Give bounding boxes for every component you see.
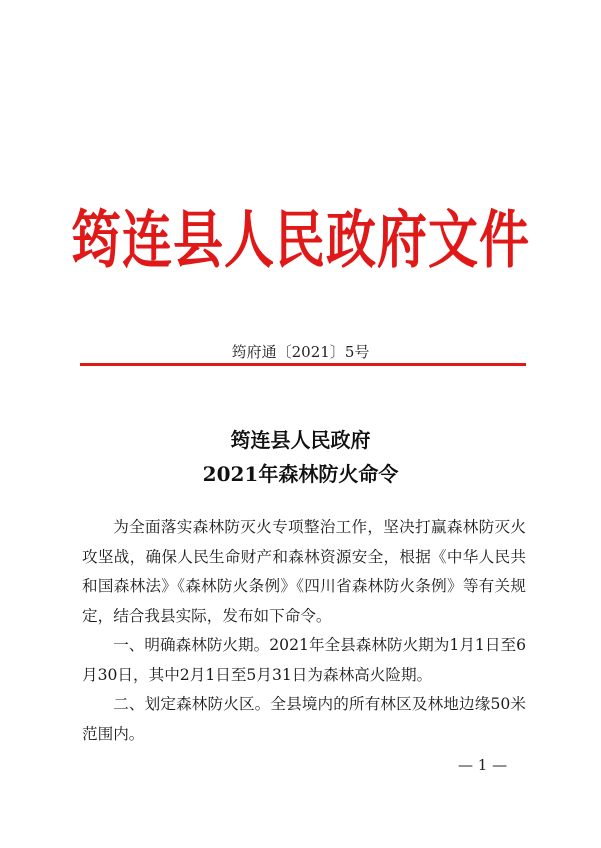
document-title-line1: 筠连县人民政府 <box>230 428 371 452</box>
document-number: 筠府通〔2021〕5号 <box>231 343 370 361</box>
page-number: — 1 — <box>458 756 508 774</box>
paragraph-intro: 为全面落实森林防灭火专项整治工作，坚决打赢森林防灭火攻坚战，确保人民生命财产和森林资源安全，根据《中华人民共和国森林法》《森林防火条例》《四川省森林防火条例》等有关规定，结合我县实际，发布如下命令。 <box>82 518 526 625</box>
document-title-line2: 2021年森林防火命令 <box>202 462 399 486</box>
paragraph-fire-period: 一、明确森林防火期。2021年全县森林防火期为1月1日至6月30日，其中2月1日至5月31日为森林高火险期。 <box>82 636 526 684</box>
paragraph-fire-zone: 二、划定森林防火区。全县境内的所有林区及林地边缘50米范围内。 <box>82 695 526 743</box>
masthead-title: 筠连县人民政府文件 <box>71 202 530 277</box>
body-text <box>82 513 526 749</box>
red-divider-line <box>80 363 526 366</box>
